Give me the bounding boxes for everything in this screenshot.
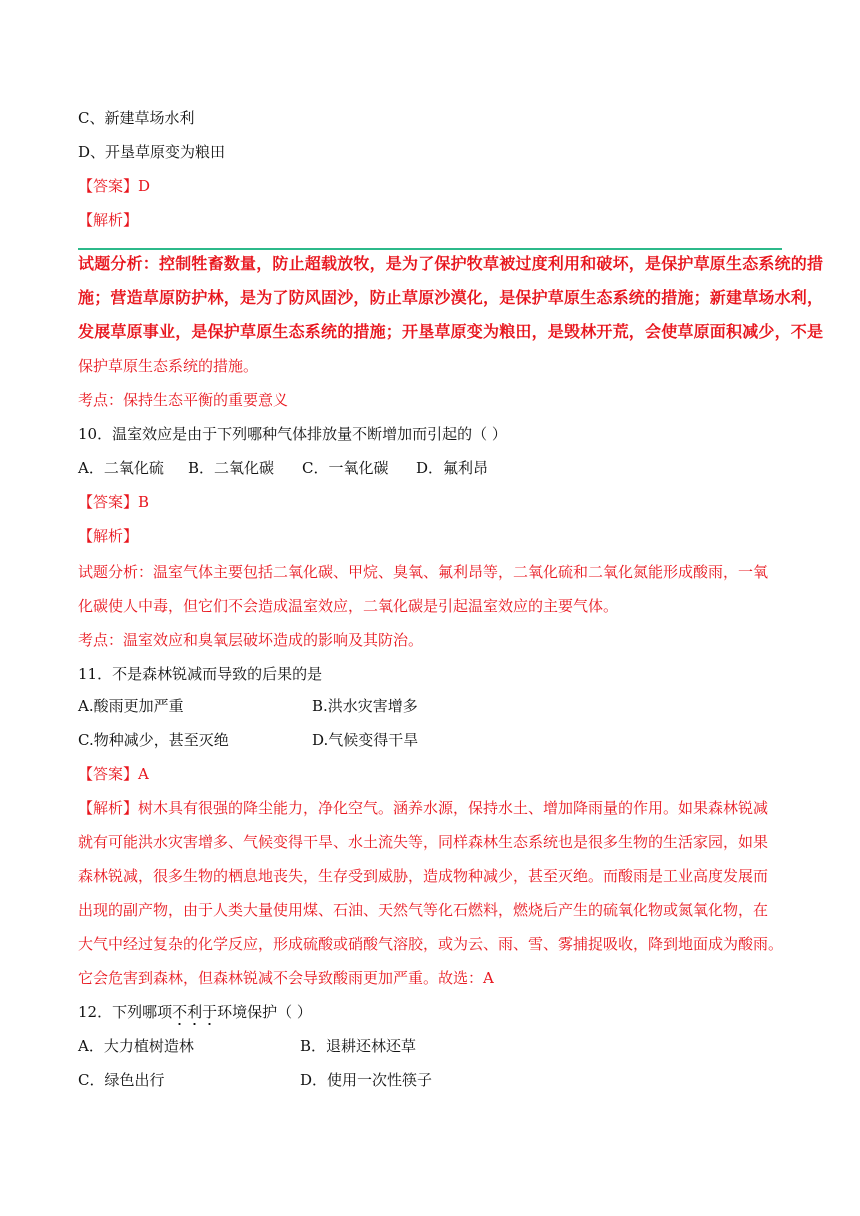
q12-stem-suffix: 环境保护（ ） bbox=[217, 1003, 312, 1021]
q11-analysis-line-3: 森林锐减，很多生物的栖息地丧失，生存受到威胁，造成物种减少，甚至灭绝。而酸雨是工业高度发展而 bbox=[78, 867, 769, 885]
q12-option-d: D．使用一次性筷子 bbox=[300, 1071, 433, 1089]
q11-option-c: C.物种减少，甚至灭绝 bbox=[78, 731, 229, 749]
q10-option-d: D．氟利昂 bbox=[416, 459, 489, 477]
q9-analysis-label: 【解析】 bbox=[78, 211, 139, 229]
q12-option-b: B．退耕还林还草 bbox=[300, 1037, 417, 1055]
q11-analysis-label: 【解析】 bbox=[78, 799, 139, 817]
q11-analysis-line-1 bbox=[78, 798, 768, 818]
q11-option-a: A.酸雨更加严重 bbox=[78, 697, 184, 715]
q10-stem: 10．温室效应是由于下列哪种气体排放量不断增加而引起的（ ） bbox=[78, 425, 507, 443]
q9-analysis-line-1: 试题分析：控制牲畜数量，防止超载放牧，是为了保护牧草被过度利用和破坏，是保护草原生态系统的措 bbox=[78, 254, 824, 273]
q9-analysis-line-3: 发展草原事业，是保护草原生态系统的措施；开垦草原变为粮田，是毁林开荒，会使草原面积减少，不是 bbox=[78, 322, 824, 341]
divider-rule bbox=[78, 248, 782, 250]
q12-options-row-2 bbox=[78, 1070, 432, 1090]
q10-analysis-line-1: 试题分析：温室气体主要包括二氧化碳、甲烷、臭氧、氟利昂等，二氧化硫和二氧化氮能形成酸雨，一氧 bbox=[78, 563, 769, 581]
q9-analysis-line-4: 保护草原生态系统的措施。 bbox=[78, 357, 259, 375]
q12-stem-prefix: 12．下列哪项 bbox=[78, 1003, 173, 1021]
q12-option-a: A．大力植树造林 bbox=[78, 1037, 194, 1055]
q12-options-row-1 bbox=[78, 1036, 416, 1056]
q9-option-c: C、新建草场水利 bbox=[78, 109, 195, 127]
q10-option-b: B．二氧化碳 bbox=[188, 459, 275, 477]
q12-stem-emphasis: 不利于 bbox=[172, 1003, 218, 1021]
q12-stem bbox=[78, 1002, 312, 1022]
q11-answer: 【答案】A bbox=[78, 765, 149, 783]
q10-answer: 【答案】B bbox=[78, 493, 150, 511]
q9-option-d: D、开垦草原变为粮田 bbox=[78, 143, 226, 161]
q10-analysis-line-2: 化碳使人中毒，但它们不会造成温室效应，二氧化碳是引起温室效应的主要气体。 bbox=[78, 597, 619, 615]
q10-option-a: A．二氧化硫 bbox=[78, 459, 164, 477]
q10-options bbox=[78, 458, 488, 478]
q9-answer: 【答案】D bbox=[78, 177, 151, 195]
q9-analysis-line-2: 施；营造草原防护林，是为了防风固沙，防止草原沙漠化，是保护草原生态系统的措施；新建草场水利， bbox=[78, 288, 824, 307]
q11-options-row-1 bbox=[78, 696, 418, 716]
q10-kaodian: 考点：温室效应和臭氧层破坏造成的影响及其防治。 bbox=[78, 631, 424, 649]
q10-analysis-label: 【解析】 bbox=[78, 527, 139, 545]
q11-option-b: B.洪水灾害增多 bbox=[312, 697, 418, 715]
q11-stem: 11．不是森林锐减而导致的后果的是 bbox=[78, 665, 323, 683]
q11-option-d: D.气候变得干旱 bbox=[312, 731, 419, 749]
q11-analysis-text-1: 树木具有很强的降尘能力，净化空气。涵养水源，保持水土、增加降雨量的作用。如果森林锐减 bbox=[138, 799, 769, 817]
q9-kaodian: 考点：保持生态平衡的重要意义 bbox=[78, 391, 289, 409]
q12-option-c: C．绿色出行 bbox=[78, 1071, 165, 1089]
q10-option-c: C．一氧化碳 bbox=[302, 459, 389, 477]
q11-analysis-line-5: 大气中经过复杂的化学反应，形成硫酸或硝酸气溶胶，或为云、雨、雪、雾捕捉吸收，降到地面成为酸雨。 bbox=[78, 935, 784, 953]
q11-options-row-2 bbox=[78, 730, 418, 750]
q11-analysis-line-4: 出现的副产物，由于人类大量使用煤、石油、天然气等化石燃料，燃烧后产生的硫氧化物或氮氧化物，在 bbox=[78, 901, 769, 919]
q11-analysis-line-2: 就有可能洪水灾害增多、气候变得干旱、水土流失等，同样森林生态系统也是很多生物的生活家园，如果 bbox=[78, 833, 769, 851]
q11-analysis-line-6: 它会危害到森林，但森林锐减不会导致酸雨更加严重。故选：A bbox=[78, 969, 494, 987]
